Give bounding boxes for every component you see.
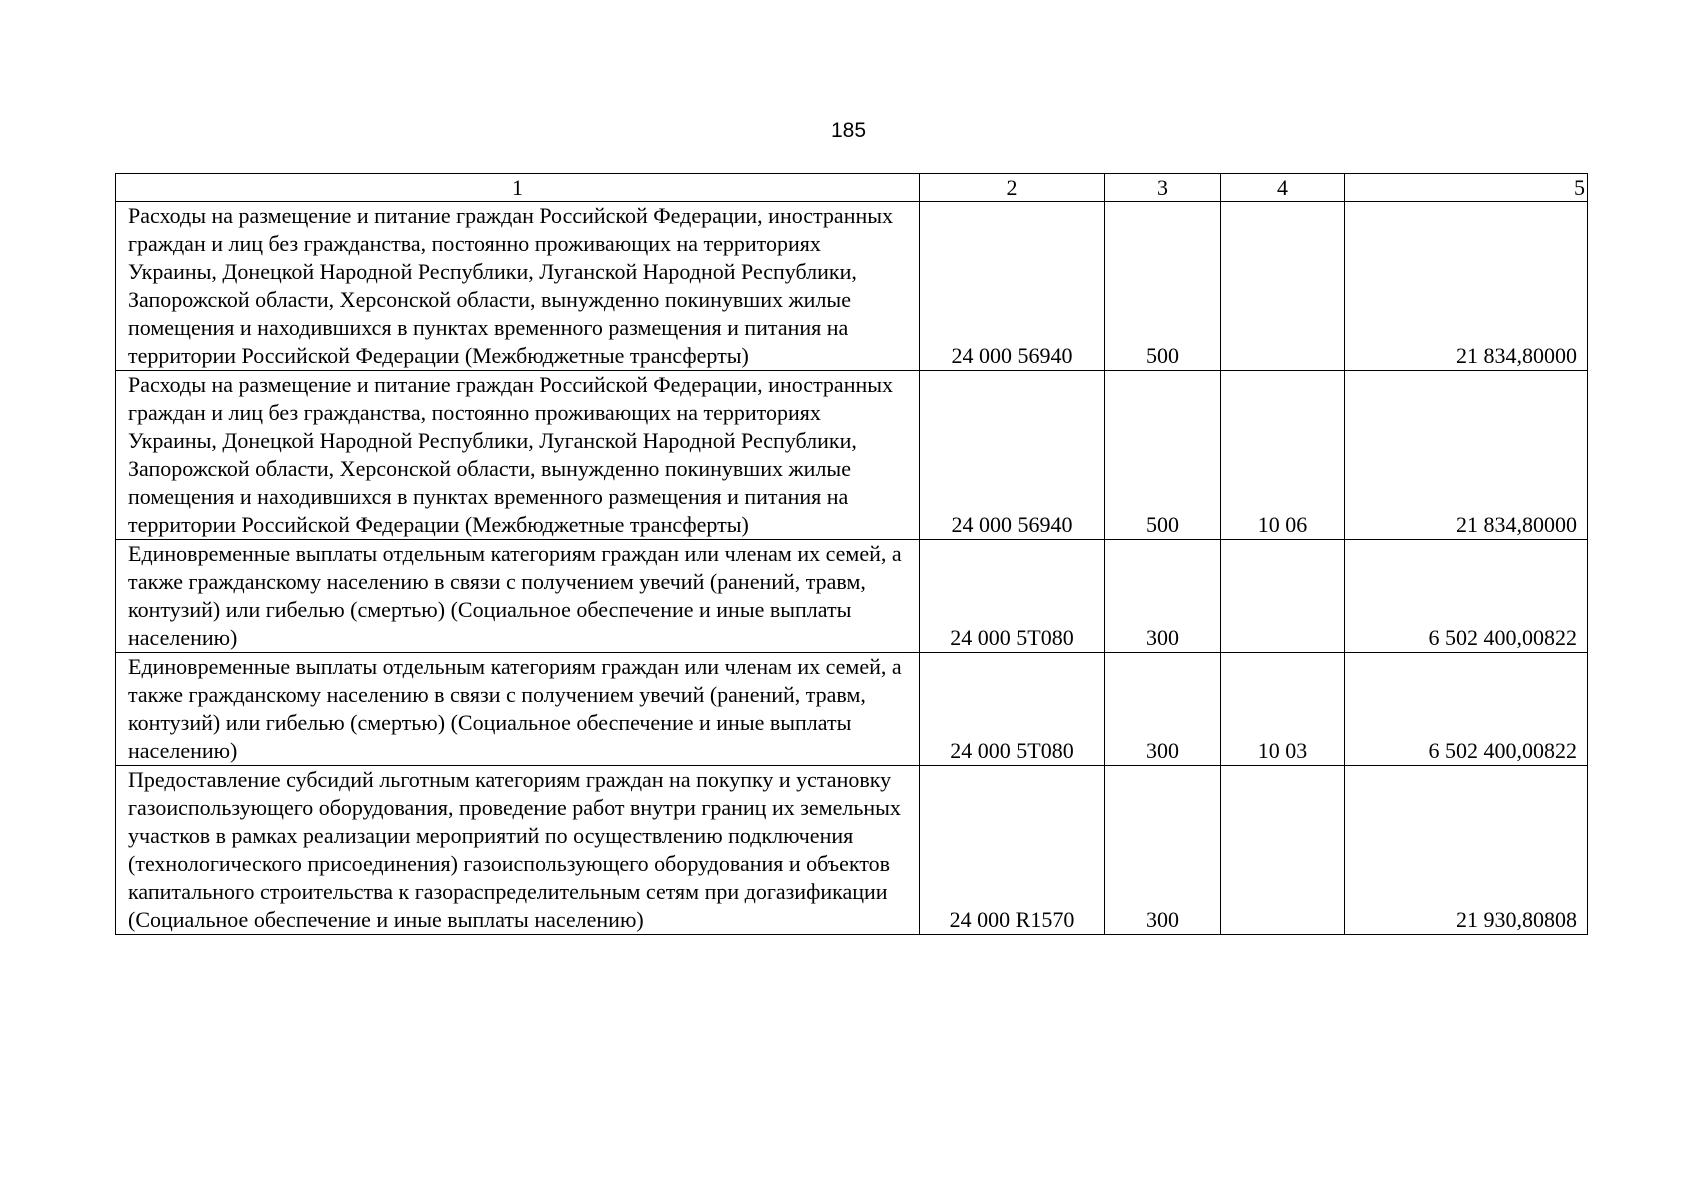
row-section	[1221, 202, 1345, 371]
row-code: 24 000 R1570	[920, 766, 1105, 935]
row-code: 24 000 56940	[920, 202, 1105, 371]
table-row	[116, 653, 1588, 766]
row-section	[1221, 766, 1345, 935]
budget-table	[115, 173, 1588, 935]
row-amount: 21 834,80000	[1345, 371, 1588, 540]
row-section	[1221, 540, 1345, 653]
row-description: Предоставление субсидий льготным категориям граждан на покупку и установку газоиспользующего оборудования, проведение работ внутри границ их земельных участков в рамках реализации мероприятий по осуществлению подключения (технологического присоединения) газоиспользующего оборудования и объектов капитального строительства к газораспределительным сетям при догазификации (Социальное обеспечение и иные выплаты населению)	[116, 766, 920, 935]
row-expense-type: 300	[1105, 653, 1221, 766]
header-cell-5: 5	[1345, 174, 1588, 202]
row-description: Расходы на размещение и питание граждан Российской Федерации, иностранных граждан и лиц без гражданства, постоянно проживающих на территориях Украины, Донецкой Народной Республики, Луганской Народной Республики, Запорожской области, Херсонской области, вынужденно покинувших жилые помещения и находившихся в пунктах временного размещения и питания на территории Российской Федерации (Межбюджетные трансферты)	[116, 202, 920, 371]
row-amount: 21 834,80000	[1345, 202, 1588, 371]
row-expense-type: 300	[1105, 540, 1221, 653]
row-amount: 21 930,80808	[1345, 766, 1588, 935]
table-row	[116, 540, 1588, 653]
row-expense-type: 500	[1105, 202, 1221, 371]
row-code: 24 000 5Т080	[920, 540, 1105, 653]
header-cell-3: 3	[1105, 174, 1221, 202]
row-expense-type: 300	[1105, 766, 1221, 935]
row-section: 10 03	[1221, 653, 1345, 766]
row-code: 24 000 5Т080	[920, 653, 1105, 766]
row-amount: 6 502 400,00822	[1345, 540, 1588, 653]
row-description: Единовременные выплаты отдельным категориям граждан или членам их семей, а также гражданскому населению в связи с получением увечий (ранений, травм, контузий) или гибелью (смертью) (Социальное обеспечение и иные выплаты населению)	[116, 653, 920, 766]
table-header-row	[116, 174, 1588, 202]
header-cell-2: 2	[920, 174, 1105, 202]
row-amount: 6 502 400,00822	[1345, 653, 1588, 766]
page-number: 185	[830, 119, 867, 142]
row-expense-type: 500	[1105, 371, 1221, 540]
row-description: Единовременные выплаты отдельным категориям граждан или членам их семей, а также гражданскому населению в связи с получением увечий (ранений, травм, контузий) или гибелью (смертью) (Социальное обеспечение и иные выплаты населению)	[116, 540, 920, 653]
row-description: Расходы на размещение и питание граждан Российской Федерации, иностранных граждан и лиц без гражданства, постоянно проживающих на территориях Украины, Донецкой Народной Республики, Луганской Народной Республики, Запорожской области, Херсонской области, вынужденно покинувших жилые помещения и находившихся в пунктах временного размещения и питания на территории Российской Федерации (Межбюджетные трансферты)	[116, 371, 920, 540]
row-code: 24 000 56940	[920, 371, 1105, 540]
table-row	[116, 202, 1588, 371]
header-cell-1: 1	[116, 174, 920, 202]
table-row	[116, 371, 1588, 540]
row-section: 10 06	[1221, 371, 1345, 540]
table-row	[116, 766, 1588, 935]
header-cell-4: 4	[1221, 174, 1345, 202]
